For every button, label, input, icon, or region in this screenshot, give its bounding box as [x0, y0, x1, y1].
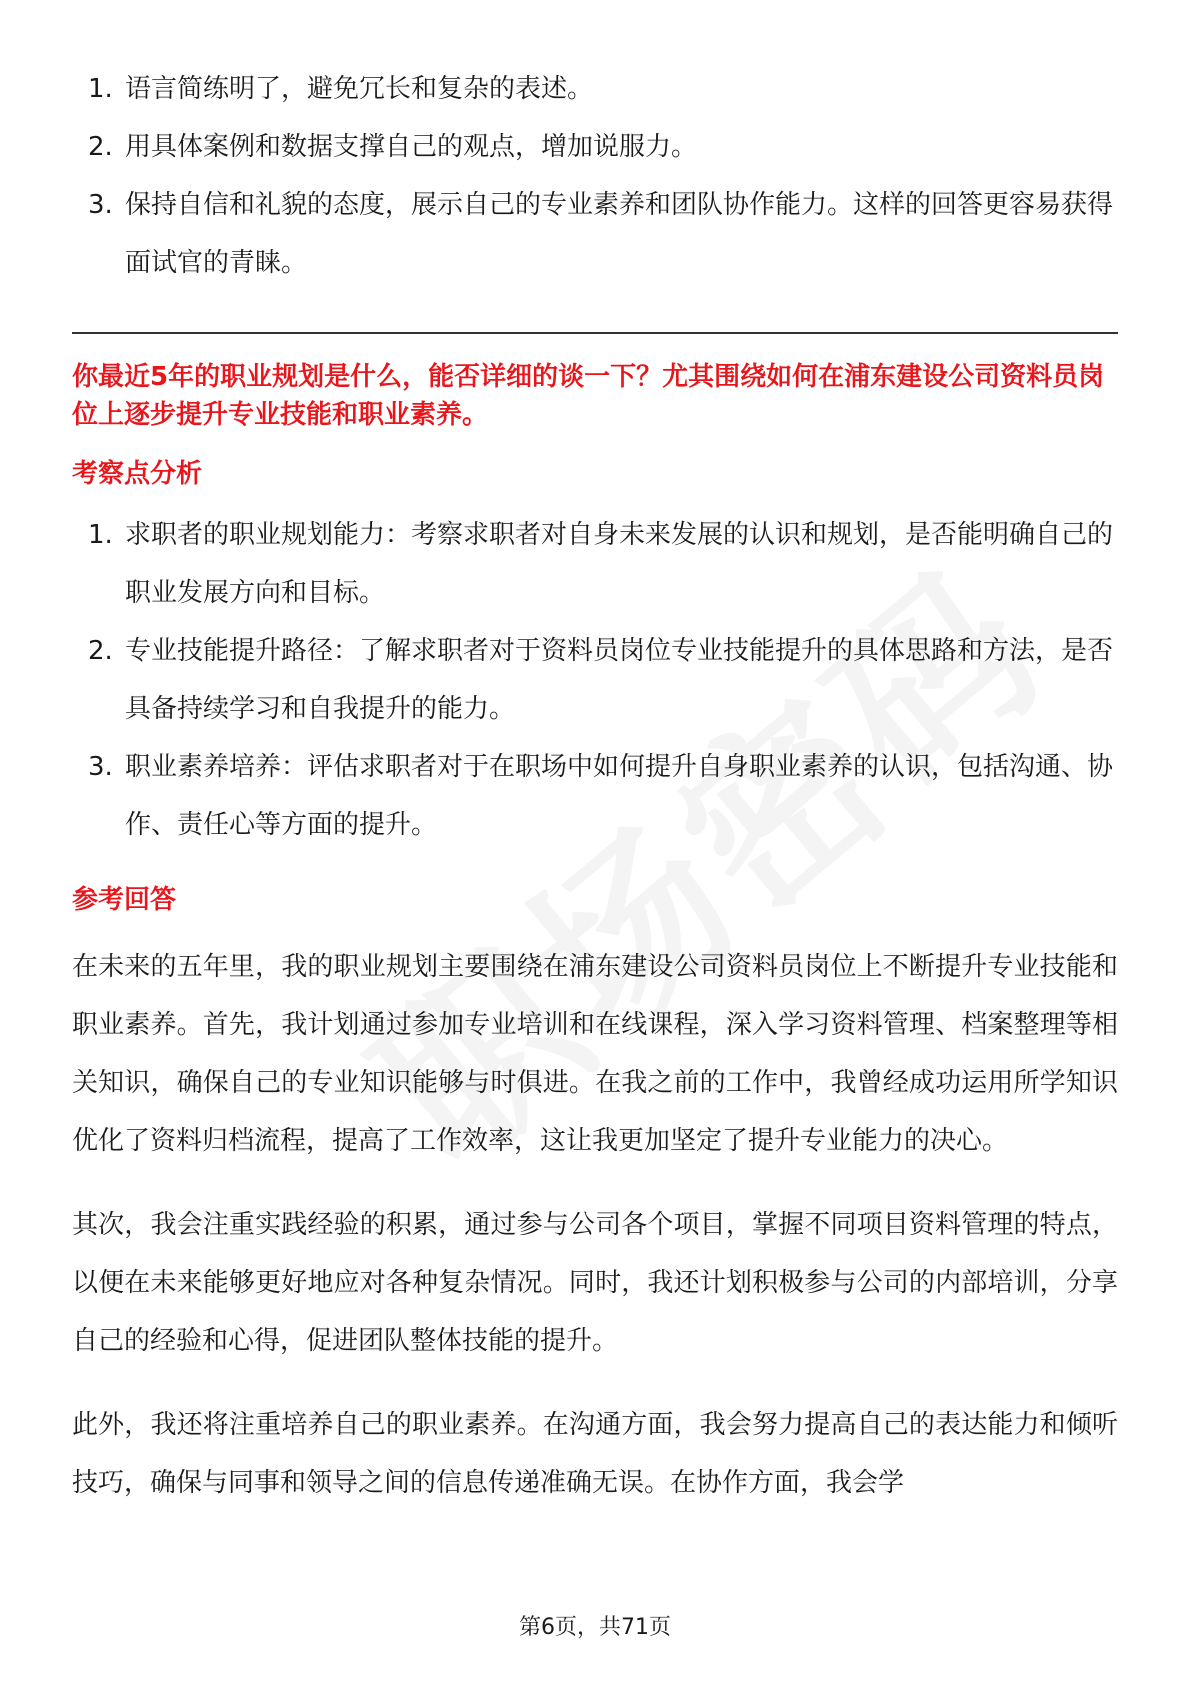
list-item: [72, 622, 1118, 738]
list-item: [72, 738, 1118, 854]
list-text: 职业素养培养：评估求职者对于在职场中如何提升自身职业素养的认识，包括沟通、协作、责任心等方面的提升。: [125, 752, 1114, 840]
list-item: [72, 176, 1118, 292]
list-number: 3.: [88, 190, 113, 220]
list-number: 2.: [88, 636, 113, 666]
list-number: 3.: [88, 752, 113, 782]
analysis-list: [72, 506, 1118, 854]
answer-paragraph: 其次，我会注重实践经验的积累，通过参与公司各个项目，掌握不同项目资料管理的特点，以便在未来能够更好地应对各种复杂情况。同时，我还计划积极参与公司的内部培训，分享自己的经验和心得，促进团队整体技能的提升。: [72, 1210, 1118, 1356]
list-text: 保持自信和礼貌的态度，展示自己的专业素养和团队协作能力。这样的回答更容易获得面试官的青睐。: [125, 190, 1114, 278]
list-item: [72, 506, 1118, 622]
list-text: 求职者的职业规划能力：考察求职者对自身未来发展的认识和规划，是否能明确自己的职业发展方向和目标。: [125, 520, 1114, 608]
list-number: 1.: [88, 520, 113, 550]
tips-list: [72, 60, 1118, 292]
answer-paragraph: 在未来的五年里，我的职业规划主要围绕在浦东建设公司资料员岗位上不断提升专业技能和职业素养。首先，我计划通过参加专业培训和在线课程，深入学习资料管理、档案整理等相关知识，确保自己的专业知识能够与时俱进。在我之前的工作中，我曾经成功运用所学知识优化了资料归档流程，提高了工作效率，这让我更加坚定了提升专业能力的决心。: [72, 952, 1118, 1156]
list-text: 用具体案例和数据支撑自己的观点，增加说服力。: [125, 132, 698, 162]
list-number: 2.: [88, 132, 113, 162]
list-text: 语言简练明了，避免冗长和复杂的表述。: [125, 74, 594, 104]
list-text: 专业技能提升路径：了解求职者对于资料员岗位专业技能提升的具体思路和方法，是否具备持续学习和自我提升的能力。: [125, 636, 1114, 724]
section-divider: [72, 332, 1118, 334]
interview-question: 你最近5年的职业规划是什么，能否详细的谈一下？尤其围绕如何在浦东建设公司资料员岗位上逐步提升专业技能和职业素养。: [72, 362, 1105, 430]
answer-title: 参考回答: [72, 885, 177, 915]
list-item: [72, 118, 1118, 176]
document-body: [72, 60, 1118, 1538]
list-number: 1.: [88, 74, 113, 104]
answer-paragraph: 此外，我还将注重培养自己的职业素养。在沟通方面，我会努力提高自己的表达能力和倾听技巧，确保与同事和领导之间的信息传递准确无误。在协作方面，我会学: [72, 1410, 1118, 1498]
list-item: [72, 60, 1118, 118]
analysis-title: 考察点分析: [72, 459, 203, 489]
page-footer: 第6页，共71页: [519, 1615, 671, 1640]
